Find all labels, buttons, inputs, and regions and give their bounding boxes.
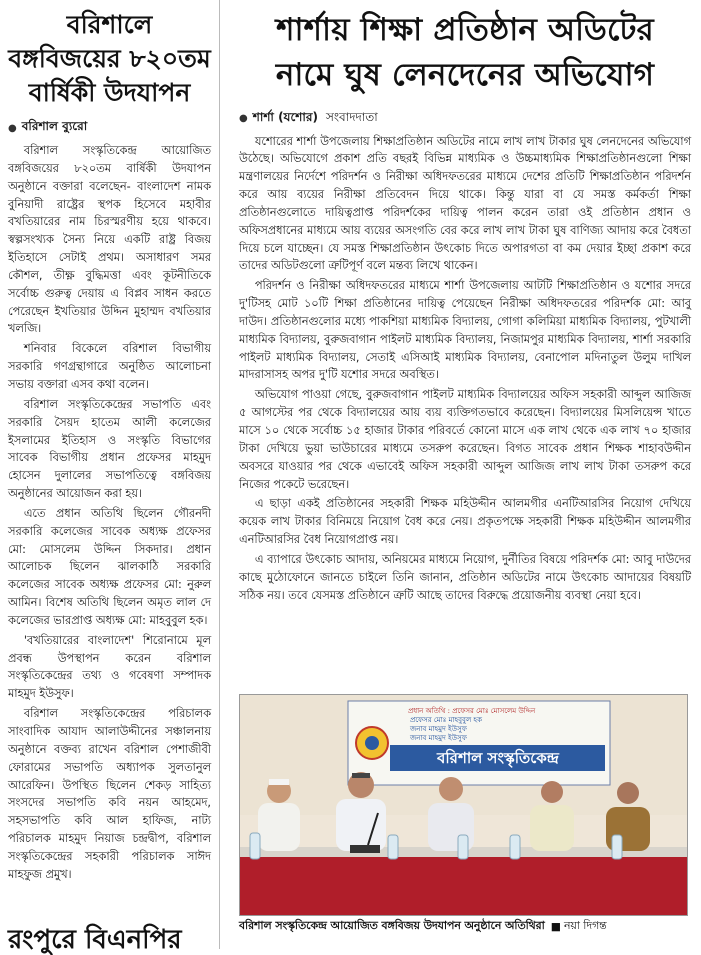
banner-title: বরিশাল সংস্কৃতিকেন্দ্র (437, 749, 559, 767)
main-body (239, 133, 691, 605)
main-byline (239, 109, 691, 129)
left-paragraph: বরিশাল সংস্কৃতিকেন্দ্রের পরিচালক সাংবাদিক আযাদ আলাউদ্দীনের সঞ্চালনায় অনুষ্ঠানে বক্তব্য রাখেন বরিশাল পেশাজীবী ফোরামের সভাপতি অধ্যাপক সুলতানুল আরেফিন। উপস্থিত ছিলেন শেকড় সাহিত্য সংসদের সভাপতি কবি নয়ন আহমেদ, সহসভাপতি কবি আল হাফিজ, নাট্য পরিচালক মাহমুদ নিয়াজ চন্দ্রদ্বীপ, বরিশাল সংস্কৃতিকেন্দ্রের সহকারী পরিচালক সাঈদ মাহফুজ প্রমুখ। (8, 707, 211, 881)
next-article-headline: রংপুরে বিএনপির (8, 925, 182, 955)
photo-credit (551, 917, 607, 936)
event-photo-illustration (240, 695, 688, 916)
banner-line: প্রফেসর মোঃ মাহবুবুল হক (410, 716, 482, 724)
square-bullet-icon: ■ (550, 920, 561, 933)
banner-line: জনাব মাহমুদ ইউসুফ (410, 725, 467, 733)
caption-text: বরিশাল সংস্কৃতিকেন্দ্র আয়োজিত বঙ্গবিজয় উদযাপন অনুষ্ঠানে অতিথিরা (239, 919, 545, 932)
left-byline-text: বরিশাল ব্যুরো (21, 119, 88, 133)
main-paragraph: এ ছাড়া একই প্রতিষ্ঠানের সহকারী শিক্ষক মহিউদ্দীন আলমগীর এনটিআরসির নিয়োগ দেখিয়ে কয়েক লাখ টাকার বিনিময়ে নিয়োগ বৈধ করে নেয়। প্রকৃতপক্ষে সহকারী শিক্ষক মহিউদ্দীন আলমগীর এনটিআরসির বৈধ নিয়োগপ্রাপ্ত নয়। (239, 497, 691, 547)
left-paragraph: এতে প্রধান অতিথি ছিলেন গৌরনদী সরকারি কলেজের সাবেক অধ্যক্ষ প্রফেসর মো: মোসলেম উদ্দিন সিকদার। প্রধান আলোচক ছিলেন ঝালকাঠি সরকারি কলেজের সাবেক অধ্যক্ষ প্রফেসর মো: নুরুল আমিন। বিশেষ অতিথি ছিলেন অমৃত লাল দে কলেজের ভারপ্রাপ্ত অধ্যক্ষ মো: মাহবুবুল হক। (8, 506, 211, 627)
left-paragraph: বরিশাল সংস্কৃতিকেন্দ্রের সভাপতি এবং সরকারি সৈয়দ হাতেম আলী কলেজের ইসলামের ইতিহাস ও সংস্কৃতি বিভাগের সাবেক বিভাগীয় প্রধান প্রফেসর মাহমুদ হোসেন দুলালের সভাপতিত্বে বঙ্গবিজয় অনুষ্ঠানের আয়োজন করা হয়। (8, 397, 211, 501)
main-article (229, 0, 697, 949)
photo-caption (239, 917, 688, 936)
banner-line: জনাব মাহমুদ ইউসুফ (410, 734, 467, 742)
bullet-icon: ● (8, 122, 17, 134)
left-paragraph: বরিশাল সংস্কৃতিকেন্দ্র আয়োজিত বঙ্গবিজয়ের ৮২০তম বার্ষিকী উদযাপন অনুষ্ঠানে বক্তারা বলেছেন- বাংলাদেশ নামক বুনিয়াদী রাষ্ট্রের স্থপক হিসেবে মহাবীর বখতিয়ারের নাম চিরস্মরণীয় হয়ে থাকবে। স্বল্পসংখ্যক সৈন্য নিয়ে একটি রাষ্ট্র বিজয় ইতিহাসে সেটাই প্রথম। অসাধারণ সমর কৌশল, তীক্ষ্ণ বুদ্ধিমত্তা এবং কূটনীতিকে সর্বোচ্চ গুরুত্ব দেয়ায় এ বিপ্লব সাধন করতে পেরেছেন ইখতিয়ার উদ্দিন মুহাম্মদ বখতিয়ার খলজি। (8, 144, 211, 336)
main-headline (239, 8, 691, 99)
credit-text: নয়া দিগন্ত (563, 919, 607, 932)
banner-line: প্রধান অতিথি : প্রফেসর মোঃ মোসলেম উদ্দিন (408, 707, 536, 715)
bullet-icon: ● (239, 113, 248, 124)
main-paragraph: পরিদর্শন ও নিরীক্ষা অধিদফতরের মাধ্যমে শার্শা উপজেলায় আটটি শিক্ষাপ্রতিষ্ঠান ও যশোর সদরে দু'টিসহ মোট ১০টি শিক্ষা প্রতিষ্ঠানের দায়িত্ব পেয়েছেন নিরীক্ষা অধিদফতরের পরিদর্শক মো: আবু দাউদ। প্রতিষ্ঠানগুলোর মধ্যে পাকশিয়া মাধ্যমিক বিদ্যালয়, গোগা কলিমিয়া মাধ্যমিক বিদ্যালয়, পুটখালী মাধ্যমিক বিদ্যালয়, বুরুজবাগান পাইলট মাধ্যমিক বিদ্যালয়, নিজামপুর মাধ্যমিক বিদ্যালয়, শার্শা সরকারি পাইলট মাধ্যমিক বিদ্যালয়, সেতাই এসিআই মাধ্যমিক বিদ্যালয়, বেনাপোল মদিনাতুল উলুম দাখিল মাদরাসাসহ অপর দু'টি যশোর সদরে অবস্থিত। (239, 279, 691, 382)
main-headline-line: নামে ঘুষ লেনদেনের অভিযোগ (275, 57, 655, 94)
main-paragraph: অভিযোগ পাওয়া গেছে, বুরুজবাগান পাইলট মাধ্যমিক বিদ্যালয়ের অফিস সহকারী আব্দুল আজিজ ৫ আগস্টের পর থেকে বিদ্যালয়ের আয় ব্যয় ব্যক্তিগতভাবে করেছেন। বিদ্যালয়ের মিসলিয়েন্স খাতে মাসে ১০ থেকে সর্বোচ্চ ১৫ হাজার টাকার পরিবর্তে কোনো মাসে এক লাখ থেকে এক লাখ ৭০ হাজার টাকা দেখিয়ে ভুয়া ভাউচারের মাধ্যমে তসরুপ করেছেন। বিগত সাবেক প্রধান শিক্ষক শাহাবউদ্দীন অবসরে যাওয়ার পর থেকে এভাবেই অফিস সহকারী আব্দুল আজিজ লাখ লাখ টাকা তসরুপ করে নিজের পকেটে ভরেছেন। (239, 388, 691, 491)
left-paragraph: শনিবার বিকেলে বরিশাল বিভাগীয় সরকারি গণগ্রন্থাগারে অনুষ্ঠিত আলোচনা সভায় বক্তারা এসব কথা বলেন। (8, 342, 211, 391)
left-body (8, 142, 211, 884)
left-byline (8, 118, 211, 138)
left-headline: বরিশালে বঙ্গবিজয়ের ৮২০তম বার্ষিকী উদযাপন (8, 10, 211, 107)
main-paragraph: যশোরের শার্শা উপজেলায় শিক্ষাপ্রতিষ্ঠান অডিটের নামে লাখ লাখ টাকার ঘুষ লেনদেনের অভিযোগ উঠেছে। অভিযোগে প্রকাশ প্রতি বছরই বিভিন্ন মাধ্যমিক ও উচ্চমাধ্যমিক শিক্ষাপ্রতিষ্ঠানগুলো শিক্ষা মন্ত্রণালয়ের নির্দেশে পরিদর্শন ও নিরীক্ষা অধিদফতরের মাধ্যমে দেশের প্রতিটি শিক্ষাপ্রতিষ্ঠান পরিদর্শন করে আয় ব্যয়ের নিরীক্ষা প্রতিবেদন দিয়ে থাকে। কিন্তু যারা বা যে সমস্ত কর্মকর্তা শিক্ষা প্রতিষ্ঠানগুলোতে দায়িত্বপ্রাপ্ত পরিদর্শকের দায়িত্ব পালন করেন তারা ওই প্রতিষ্ঠান প্রধান ও অফিসপ্রধানের মাধ্যমে আয় ব্যয়ের অসংগতি বের করে লাখ লাখ টাকা ঘুষ বাণিজ্য আদায় করে বৈধতা দিয়ে চলে যাচ্ছেন। যে সমস্ত শিক্ষাপ্রতিষ্ঠান উৎকোচ দিতে অপারগতা বা কম দেয়ার ইচ্ছা প্রকাশ করে তাদের অডিটগুলো ত্রুটিপূর্ণ বলে মন্তব্য লিখে থাকেন। (239, 134, 691, 273)
main-headline-line: শার্শায় শিক্ষা প্রতিষ্ঠান অডিটের (276, 12, 654, 48)
main-paragraph: এ ব্যাপারে উৎকোচ আদায়, অনিয়মের মাধ্যমে নিয়োগ, দুর্নীতির বিষয়ে পরিদর্শক মো: আবু দাউদের কাছে মুঠোফোনে জানতে চাইলে তিনি জানান, প্রতিষ্ঠান অডিটের নামে উৎকোচ আদায়ের বিষয়টি সঠিক নয়। তবে যেসমস্ত প্রতিষ্ঠানে ত্রুটি আছে তাদের বিরুদ্ধে প্রয়োজনীয় ব্যবস্থা নেয়া হবে। (239, 552, 691, 602)
left-article (0, 0, 220, 949)
main-byline-source: সংবাদদাতা (325, 109, 378, 124)
main-byline-place: শার্শা (যশোর) (252, 109, 318, 124)
left-paragraph: 'বখতিয়ারের বাংলাদেশ' শিরোনামে মূল প্রবন্ধ উপস্থাপন করেন বরিশাল সংস্কৃতিকেন্দ্রের তথ্য ও গবেষণা সম্পাদক মাহমুদ ইউসুফ। (8, 633, 211, 701)
event-photo (239, 694, 688, 916)
